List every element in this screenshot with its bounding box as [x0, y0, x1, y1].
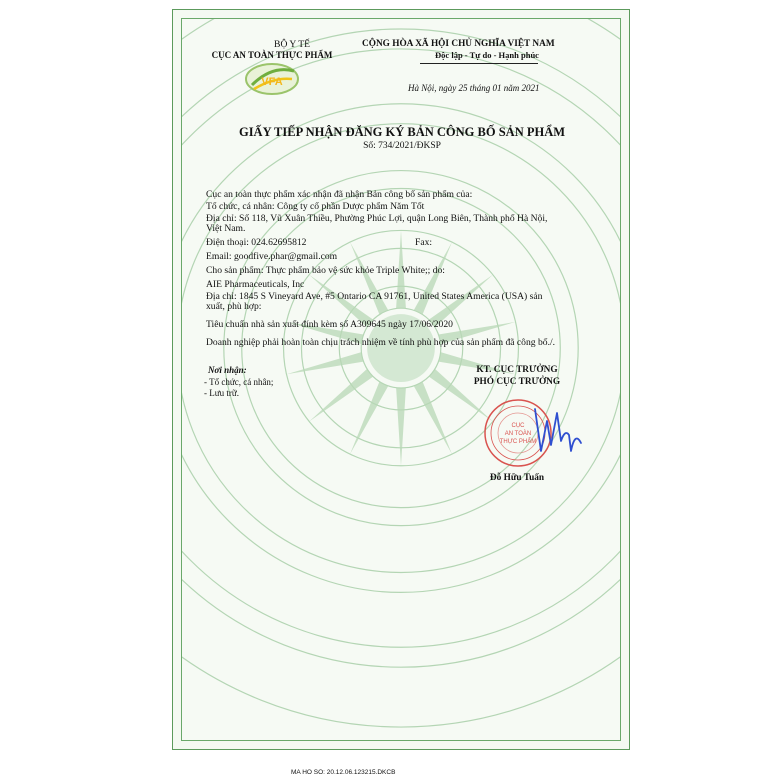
responsibility-line: Doanh nghiệp phải hoàn toàn chịu trách nhiệm về tính phù hợp của sản phẩm đã công bố./.	[206, 337, 556, 348]
signer-title: PHÓ CỤC TRƯỞNG	[473, 377, 561, 387]
place-date: Hà Nội, ngày 25 tháng 01 năm 2021	[408, 83, 540, 93]
svg-text:AN TOÀN: AN TOÀN	[504, 431, 532, 437]
standard-line: Tiêu chuẩn nhà sản xuất đính kèm số A309645 ngày 17/06/2020	[206, 319, 453, 330]
recipient-item: - Lưu trữ.	[204, 388, 239, 398]
svg-text:CỤC: CỤC	[511, 423, 525, 429]
republic-name: CỘNG HÒA XÃ HỘI CHỦ NGHĨA VIỆT NAM	[362, 39, 555, 49]
recipient-item: - Tổ chức, cá nhân;	[204, 377, 274, 387]
manufacturer-line: AIE Pharmaceuticals, Inc	[206, 279, 305, 290]
registration-number: Số: 734/2021/ĐKSP	[363, 141, 441, 151]
recipients-heading: Nơi nhận:	[208, 365, 247, 375]
confirmation-line: Cục an toàn thực phẩm xác nhận đã nhận Bản công bố sản phẩm của:	[206, 189, 473, 200]
email-line: Email: goodfive.phar@gmail.com	[206, 251, 338, 262]
signer-role: KT. CỤC TRƯỞNG	[476, 365, 558, 375]
svg-text:THỰC PHẨM: THỰC PHẨM	[499, 439, 537, 445]
handwritten-signature-icon	[527, 401, 587, 461]
fax-line: Fax:	[415, 237, 433, 248]
organization-line: Tổ chức, cá nhân: Công ty cổ phần Dược phẩm Năm Tốt	[206, 201, 425, 212]
logo-text: VFA	[261, 76, 283, 88]
certificate-frame	[172, 9, 630, 750]
ministry-name: BỘ Y TẾ	[274, 39, 310, 50]
manufacturer-address-line: Địa chỉ: 1845 S Vineyard Ave, #5 Ontario CA 91761, United States America (USA) sản	[206, 291, 543, 302]
address-line-cont: Việt Nam.	[206, 223, 246, 234]
national-motto: Độc lập - Tự do - Hạnh phúc	[435, 50, 539, 60]
dossier-code: MA HO SO: 20.12.06.123215.DKCB	[291, 769, 396, 776]
address-line: Địa chỉ: Số 118, Vũ Xuân Thiều, Phường Phúc Lợi, quận Long Biên, Thành phố Hà Nội,	[206, 213, 548, 224]
motto-underline	[420, 63, 538, 64]
signer-name: Đỗ Hữu Tuấn	[489, 473, 545, 483]
certificate-inner-border	[181, 18, 621, 741]
document-title: GIẤY TIẾP NHẬN ĐĂNG KÝ BẢN CÔNG BỐ SẢN PHẨM	[238, 125, 566, 139]
department-name: CỤC AN TOÀN THỰC PHẨM	[211, 50, 333, 60]
phone-line: Điện thoại: 024.62695812	[206, 237, 307, 248]
manufacturer-address-cont: xuất, phù hợp:	[206, 301, 262, 312]
product-line: Cho sản phẩm: Thực phẩm bảo vệ sức khỏe Triple White;; do:	[206, 265, 445, 276]
vfa-logo-icon	[242, 61, 302, 97]
